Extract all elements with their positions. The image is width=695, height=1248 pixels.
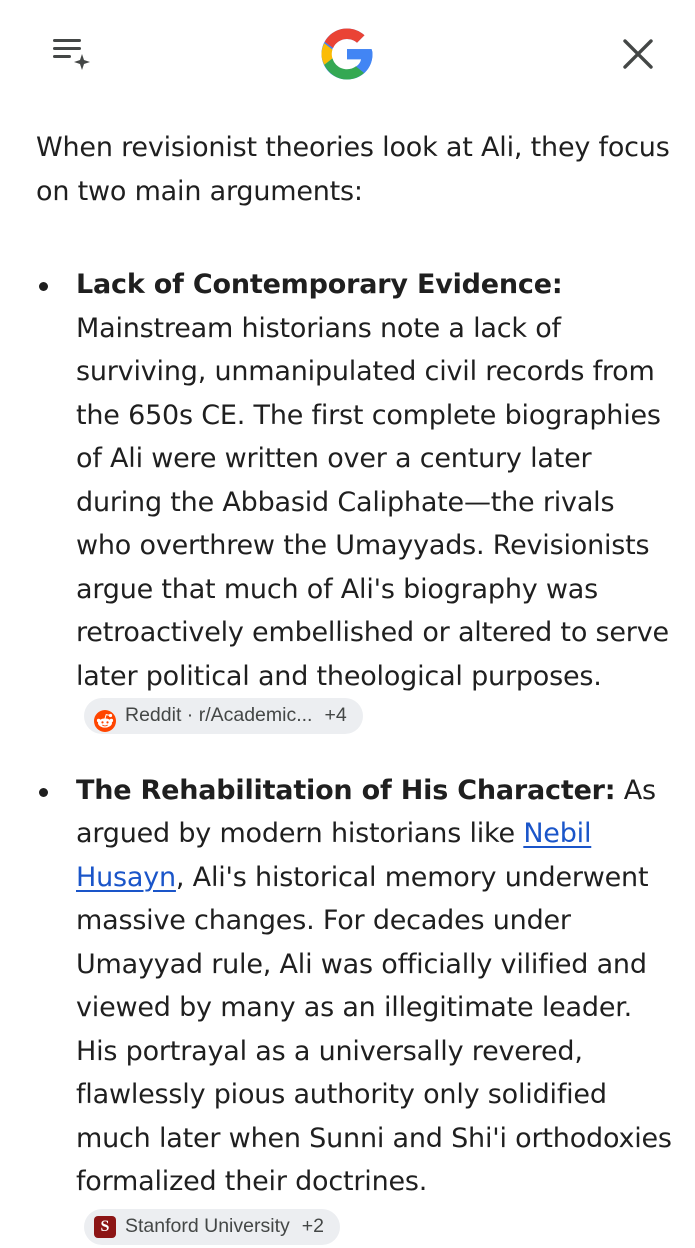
point-body-before-link: As argued by modern historians like (76, 774, 656, 849)
argument-list (36, 263, 676, 1247)
top-bar (0, 0, 695, 108)
source-chip-reddit[interactable] (84, 698, 363, 734)
point-body: Mainstream historians note a lack of surviving, unmanipulated civil records from the 650s CE. The first complete biographies of Ali were written over a century later during the Abbasid Caliphate—the rivals who overthrew the Umayyads. Revisionists argue that much of Ali's biography was retroactively embellished or altered to serve later political and theological purposes. (76, 312, 669, 692)
list-item (36, 263, 676, 749)
google-g-logo (317, 24, 377, 84)
bullet-dot (39, 282, 48, 291)
source-chip-count: +4 (324, 704, 347, 727)
stanford-icon: S (94, 1216, 116, 1238)
list-item (36, 769, 676, 1248)
sparkle-list-icon[interactable] (44, 30, 96, 74)
intro-paragraph: When revisionist theories look at Ali, they focus on two main arguments: (36, 132, 670, 207)
source-chip-label: Reddit · r/Academic... (125, 704, 313, 727)
point-heading: Lack of Contemporary Evidence: (76, 269, 563, 300)
reddit-icon (94, 705, 116, 727)
source-chip-count: +2 (301, 1214, 324, 1237)
source-chip-stanford[interactable] (84, 1209, 340, 1245)
source-chip-label: Stanford University (125, 1214, 290, 1237)
point-heading: The Rehabilitation of His Character: (76, 774, 616, 806)
answer-content (36, 126, 676, 1247)
close-button[interactable] (612, 28, 664, 80)
close-icon (612, 28, 664, 80)
nebil-husayn-link[interactable]: Nebil Husayn (76, 818, 592, 893)
point-body-after-link: , Ali's historical memory underwent massive changes. For decades under Umayyad rule, Ali was officially vilified and viewed by many as an illegitimate leader. His portrayal as a universally revered, flawlessly pious authority only solidified much later when Sunni and Shi'i orthodoxies formalized their doctrines. (76, 861, 672, 1197)
bullet-dot (39, 788, 48, 797)
